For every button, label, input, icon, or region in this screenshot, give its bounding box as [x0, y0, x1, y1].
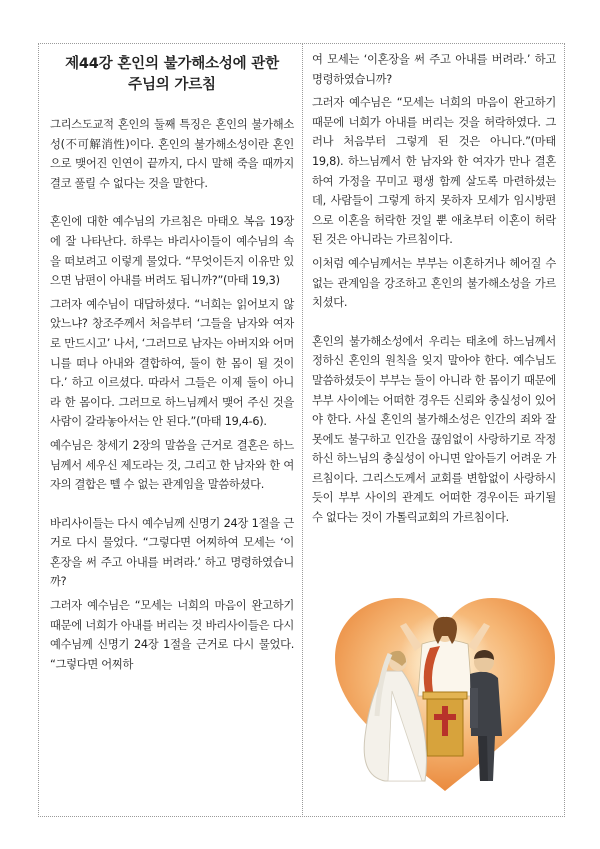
paragraph-left-3: 그러자 예수님이 대답하셨다. “너희는 읽어보지 않았느냐? 창조주께서 처음부터 ‘그들을 남자와 여자로 만드시고’ 나서, ‘그러므로 남자는 아버지와 어머니를 떠나 아내와 결합하여, 둘이 한 몸이 될 것이다.’ 하고 이르셨다. 따라서 그들은 이제 둘이 아니라 한 몸이다. 그러므로 하느님께서 맺어 주신 것을 사람이 갈라놓아서는 안 된다.”(마태 19,4-6).	[50, 297, 294, 429]
lesson-title	[50, 54, 294, 96]
right-column	[312, 50, 556, 528]
paragraph-left-2: 혼인에 대한 예수님의 가르침은 마태오 복음 19장에 잘 나타난다. 하루는 바리사이들이 예수님의 속을 떠보려고 이렇게 물었다. “무엇이든지 이유만 있으면 남편이 아내를 버려도 됩니까?”(마태 19,3)	[50, 215, 294, 288]
paragraph-left-1: 그리스도교적 혼인의 둘째 특징은 혼인의 불가해소성(不可解消性)이다. 혼인의 불가해소성이란 혼인으로 맺어진 인연이 끝까지, 다시 말해 죽을 때까지 결코 풀릴 수 없다는 것을 말한다.	[50, 118, 294, 190]
paragraph-left-4: 예수님은 창세기 2장의 말씀을 근거로 결혼은 하느님께서 세우신 제도라는 것, 그리고 한 남자와 한 여자의 결합은 뗄 수 없는 관계임을 말씀하셨다.	[50, 438, 294, 492]
wedding-heart-illustration	[330, 596, 560, 796]
paragraph-right-3: 이처럼 예수님께서는 부부는 이혼하거나 헤어질 수 없는 관계임을 강조하고 혼인의 불가해소성을 가르치셨다.	[312, 256, 556, 310]
paragraph-right-1: 여 모세는 ‘이혼장을 써 주고 아내를 버려라.’ 하고 명령하였습니까?	[312, 53, 556, 86]
paragraph-right-4: 혼인의 불가해소성에서 우리는 태초에 하느님께서 정하신 혼인의 원칙을 잊지 말아야 한다. 예수님도 말씀하셨듯이 부부는 둘이 아니라 한 몸이기 때문에 부부 사이에는 어떠한 경우든 신뢰와 충실성이 있어야 한다. 사실 혼인의 불가해소성은 인간의 죄와 잘못에도 불구하고 인간을 끊임없이 사랑하기로 작정하신 하느님의 충실성이 아니면 알아듣기 어려운 가르침이다. 그리스도께서 교회를 변함없이 사랑하시듯이 부부 사이의 관계도 어떠한 경우이든 파기될 수 없다는 것이 가톨릭교회의 가르침이다.	[312, 334, 556, 525]
paragraph-right-2: 그러자 예수님은 “모세는 너희의 마음이 완고하기 때문에 너희가 아내를 버리는 것을 허락하였다. 그러나 처음부터 그렇게 된 것은 아니다.”(마태 19,8). 하느님께서 한 남자와 한 여자가 만나 결혼하여 가정을 꾸미고 평생 함께 살도록 마련하셨는데, 사람들이 그렇게 하지 못하자 모세가 임시방편으로 이혼을 허락한 것일 뿐 애초부터 이혼이 허락된 것은 아니라는 가르침이다.	[312, 96, 556, 247]
left-column	[50, 50, 294, 674]
altar-podium	[423, 692, 467, 756]
lesson-title-line2: 주님의 가르침	[128, 77, 216, 93]
paragraph-left-6: 그러자 예수님은 “모세는 너희의 마음이 완고하기 때문에 너희가 아내를 버리는 것 바리사이들은 다시 예수님께 신명기 24장 1절을 근거로 다시 물었다. “그렇다면 어찌하	[50, 599, 294, 671]
paragraph-left-5: 바리사이들는 다시 예수님께 신명기 24장 1절을 근거로 다시 물었다. “그렇다면 어찌하여 모세는 ‘이혼장을 써 주고 아내를 버려라.’ 하고 명령하였습니까?	[50, 516, 294, 589]
column-divider	[302, 43, 303, 817]
lesson-title-line1: 제44강 혼인의 불가해소성에 관한	[65, 56, 279, 72]
